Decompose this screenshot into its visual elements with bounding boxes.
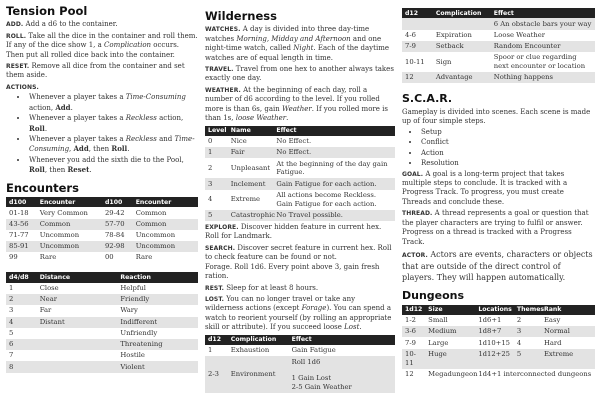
text: A goal is a long-term project that takes multiple steps to conclude. It is tracked with a Progress Track. To progress, you must create Threads and conclude these.: [402, 169, 568, 206]
table-cell: Easy: [543, 316, 561, 325]
text: Whenever a player takes a: [29, 93, 126, 102]
table-cell: [37, 361, 118, 372]
table-header-row: [205, 126, 395, 136]
table-cell: 01-18: [9, 208, 29, 217]
table-header-row: [402, 8, 595, 18]
text: At the beginning of each day, roll a number of d6 according to the level. If you rolled more is than 6s, gain: [205, 85, 380, 113]
table-cell: Sign: [435, 57, 452, 66]
table-row: [6, 283, 198, 294]
table-cell: Advantage: [433, 72, 491, 83]
table-cell: 1: [208, 346, 213, 355]
text: .: [70, 103, 73, 112]
table-cell: 4: [6, 317, 37, 328]
text: GOAL.: [402, 170, 424, 178]
text: Add: [73, 144, 89, 154]
column-header: Encounter: [37, 197, 102, 207]
table-cell: Megadungeon: [428, 369, 478, 378]
table-cell: 5: [514, 349, 541, 369]
table-row: [402, 349, 595, 369]
text: Reckless: [125, 135, 157, 144]
table-cell: Small: [428, 316, 448, 325]
table-cell: 99: [9, 253, 18, 262]
table-cell: 7: [9, 351, 14, 360]
text: REST.: [205, 284, 225, 292]
text: Discover hidden feature in current hex. Roll for Landmark.: [205, 222, 382, 241]
table-cell: 7-9: [405, 338, 416, 347]
text: ACTIONS.: [6, 83, 39, 91]
text: ADD.: [6, 21, 24, 29]
table-cell: Common: [37, 219, 102, 230]
table-cell: Uncommon: [133, 241, 198, 252]
table-row: [6, 207, 198, 218]
table-cell: Uncommon: [37, 241, 102, 252]
table-cell: Spoor or clue regarding next encounter or location: [493, 53, 586, 71]
table-row: [6, 252, 198, 263]
table-row: [402, 18, 595, 29]
table-cell: 12: [405, 369, 414, 378]
text: . Each of the daytime watches are of equal length in time.: [205, 44, 389, 62]
text: .: [127, 145, 130, 154]
rest-rule: [205, 284, 395, 293]
text: action,: [156, 114, 184, 123]
table-cell: 29-42: [104, 208, 125, 217]
text: Gain Fatigue: [291, 346, 336, 355]
table-cell: 2: [208, 164, 213, 173]
column-header: Locations: [475, 305, 514, 315]
table-cell: 1d12+25: [475, 349, 514, 369]
text: Discover secret feature in current hex. Roll to check feature can be found or not.: [205, 243, 392, 262]
table-cell: 1d10+15: [478, 338, 510, 347]
text: Weather: [281, 104, 312, 113]
table-cell: 00: [104, 253, 114, 262]
table-cell: 12: [402, 72, 433, 83]
table-row: [402, 41, 595, 52]
table-row: [6, 361, 198, 372]
table-row: [6, 294, 198, 305]
actions-label: [6, 83, 198, 92]
table-cell: Uncommon: [135, 231, 176, 240]
list-item: [28, 114, 198, 134]
table-cell: At the beginning of the day gain Fatigue.: [276, 159, 388, 177]
table-cell: 57-70: [102, 219, 133, 230]
table-cell: 0: [208, 137, 213, 146]
column-header: Encounter: [133, 197, 198, 207]
table-cell: Nothing happens: [491, 72, 595, 83]
table-cell: Exhaustion: [230, 346, 270, 355]
table-cell: [37, 328, 118, 339]
table-cell: Extreme: [230, 195, 261, 204]
table-cell: 4-6: [405, 30, 416, 39]
table-cell: Uncommon: [39, 231, 80, 240]
table-cell: [37, 339, 118, 350]
distance-reaction-table: [6, 272, 198, 372]
table-cell: Close: [39, 284, 59, 293]
table-row: [402, 72, 595, 83]
table-row: [6, 219, 198, 230]
scar-intro: Gameplay is divided into scenes. Each scene is made up of four simple steps.: [402, 107, 591, 126]
column-header: Name: [228, 126, 274, 136]
dungeons-title: Dungeons: [402, 288, 465, 302]
text: occurs. Then put all rolled dice back into the container.: [6, 41, 180, 59]
text: .: [89, 166, 92, 175]
table-row: [402, 315, 595, 326]
table-cell: No Effect.: [273, 147, 395, 158]
list-item: • Conflict: [420, 138, 595, 147]
forage-rule: Forage. Roll 1d6. Every point above 3, gain fresh ration.: [205, 262, 380, 281]
goal-rule: [402, 170, 595, 208]
text: Sleep for at least 8 hours.: [226, 283, 319, 292]
table-cell: Hostile: [120, 351, 145, 360]
table-cell: [402, 18, 433, 29]
add-rule: [6, 20, 198, 29]
text: 2-5 Gain Weather: [291, 383, 352, 392]
actor-rule: [402, 249, 595, 284]
table-row: [402, 52, 595, 72]
text: SEARCH.: [205, 244, 236, 252]
table-row: [402, 326, 595, 337]
table-cell: Unpleasant: [230, 164, 271, 173]
table-cell: Huge: [425, 349, 475, 369]
table-row: [6, 328, 198, 339]
text: Add a d6 to the container.: [25, 20, 118, 29]
column-header: Effect: [491, 8, 595, 18]
table-cell: Indifferent: [117, 317, 198, 328]
encounter-table: [6, 197, 198, 263]
table-cell: 43-56: [6, 219, 37, 230]
table-cell: 2: [6, 294, 37, 305]
table-cell: Rare: [135, 253, 153, 262]
table-cell: Hard: [543, 338, 562, 347]
text: action,: [29, 103, 56, 112]
table-cell: 78-84: [104, 231, 125, 240]
table-cell: Common: [133, 219, 198, 230]
text: A thread represents a goal or question that the player characters are trying to fulfil or answer. Progress on a thread is tracked with a Progress Track.: [402, 209, 589, 246]
table-cell: Inclement: [228, 178, 274, 189]
table-cell: Environment: [228, 356, 289, 393]
thread-rule: [402, 209, 595, 247]
text: Lost: [344, 323, 360, 332]
text: TRAVEL.: [205, 65, 234, 73]
table-cell: Near: [37, 294, 118, 305]
text: ). You can spend a watch to reorient yourself (by rolling an appropriate skill or attribute). If you succeed loose: [205, 304, 392, 332]
encounters-title: Encounters: [6, 180, 79, 195]
text: Time-Consuming: [125, 93, 186, 102]
text: 1 Gain Lost: [291, 374, 332, 383]
text: Time-Consuming: [29, 135, 195, 154]
column-header: d12: [205, 335, 228, 345]
text: .: [286, 114, 289, 123]
table-cell: 1d8+7: [475, 326, 514, 337]
wilderness-title: Wilderness: [205, 9, 277, 23]
weather-level-table: [205, 126, 395, 221]
text: Remove all dice from the container and set them aside.: [6, 61, 185, 80]
column-header: Reaction: [117, 272, 198, 282]
table-cell: Threatening: [117, 339, 198, 350]
table-cell: [37, 350, 118, 361]
table-header-row: [402, 305, 595, 315]
text: Roll 1d6: [291, 357, 321, 366]
table-cell: Gain Fatigue for each action.: [273, 178, 395, 189]
table-cell: 10-11: [402, 349, 425, 369]
table-cell: 3: [205, 178, 228, 189]
table-cell: Loose Weather: [493, 30, 546, 39]
column-header: Effect: [289, 335, 395, 345]
column-header: Complication: [433, 8, 491, 18]
table-cell: 3: [514, 326, 541, 337]
table-cell: Common: [135, 208, 167, 217]
list-item: • Action: [420, 149, 595, 158]
column-header: d12: [402, 8, 433, 18]
list-item: [28, 93, 198, 113]
column-header: d4/d8: [6, 272, 37, 282]
table-cell: 2: [516, 316, 522, 325]
text: Add: [55, 102, 71, 112]
table-cell: Rare: [39, 253, 57, 262]
column-header: d100: [6, 197, 37, 207]
column-right: [402, 0, 595, 380]
weather-rule: [205, 86, 395, 124]
table-row: [6, 350, 198, 361]
column-middle: [205, 0, 395, 393]
text: Whenever a player takes a: [29, 135, 126, 144]
table-cell: 8: [6, 361, 37, 372]
text: , then: [44, 166, 68, 175]
table-row: [402, 30, 595, 41]
table-cell: 1-2: [405, 316, 416, 325]
text: You can no longer travel or take any wilderness actions (except: [205, 294, 356, 313]
table-row: [6, 241, 198, 252]
actions-list: [28, 93, 198, 176]
text: A day is divided into three day-time watches: [205, 25, 370, 43]
text: WEATHER.: [205, 86, 241, 94]
table-header-row: [205, 335, 395, 345]
table-cell: 4: [208, 195, 213, 204]
scar-title: S.C.A.R.: [402, 92, 453, 106]
table-row: [6, 305, 198, 316]
complication-table-continued: [402, 8, 595, 83]
table-cell: 1d6+1: [478, 316, 502, 325]
text: THREAD.: [402, 210, 433, 218]
scar-steps: [420, 128, 595, 169]
list-item: [28, 135, 198, 155]
table-row: [205, 190, 395, 210]
text: and: [156, 135, 175, 144]
text: Roll: [29, 165, 45, 175]
table-cell: Unfriendly: [120, 328, 158, 337]
text: .: [359, 323, 362, 332]
table-row: [6, 317, 198, 328]
table-header-row: [6, 197, 198, 207]
roll-rule: [6, 32, 198, 60]
text: Whenever you add the sixth die to the Pool,: [29, 155, 184, 164]
text: RESET.: [6, 62, 30, 70]
table-cell: No Travel possible.: [273, 210, 395, 221]
tension-pool-title: Tension Pool: [6, 4, 88, 18]
table-cell: 4: [516, 338, 522, 347]
table-row: [6, 339, 198, 350]
text: Reset: [67, 165, 90, 175]
table-row: [402, 369, 595, 380]
table-cell: 3: [9, 306, 14, 315]
table-cell: Random Encounter: [491, 41, 595, 52]
watches-rule: [205, 25, 395, 63]
text: Forage: [301, 304, 327, 313]
text: Roll: [29, 123, 45, 133]
text: WATCHES.: [205, 26, 241, 34]
list-item: • Setup: [420, 128, 595, 137]
table-header-row: [6, 272, 198, 282]
text: ACTOR.: [402, 252, 428, 260]
text: . If you rolled more is than 1s,: [205, 104, 388, 123]
table-cell: 3-6: [402, 326, 425, 337]
table-cell: Setback: [433, 41, 491, 52]
table-cell: 5: [205, 210, 228, 221]
table-row: [205, 345, 395, 356]
table-cell: Medium: [425, 326, 475, 337]
table-row: [205, 158, 395, 178]
search-rule: [205, 244, 395, 263]
table-cell: 71-77: [9, 231, 29, 240]
column-header: Distance: [37, 272, 118, 282]
column-left: [6, 0, 198, 373]
column-header: Level: [205, 126, 228, 136]
text: ,: [69, 145, 74, 154]
table-cell: Helpful: [120, 284, 146, 293]
column-header: Rank: [541, 305, 595, 315]
column-header: Complication: [228, 335, 289, 345]
table-row: [205, 147, 395, 158]
table-cell: Large: [428, 338, 449, 347]
column-header: Effect: [273, 126, 395, 136]
table-cell: Extreme: [541, 349, 595, 369]
table-cell: 1: [205, 147, 228, 158]
table-cell: Expiration: [435, 30, 472, 39]
table-cell: No Effect.: [276, 137, 312, 146]
table-cell: [433, 18, 491, 29]
dungeon-size-table: [402, 305, 595, 380]
table-cell: 1: [9, 284, 14, 293]
reset-rule: [6, 62, 198, 81]
text: loose Weather: [235, 114, 287, 123]
text: EXPLORE.: [205, 223, 239, 231]
list-item: • Resolution: [420, 159, 595, 168]
text: Complication: [104, 41, 152, 50]
table-cell: Violent: [117, 361, 198, 372]
column-header: Themes: [514, 305, 541, 315]
table-cell: 10-11: [405, 57, 425, 66]
lost-rule: [205, 295, 395, 333]
column-header: 1d12: [402, 305, 425, 315]
table-cell: Catastrophic: [228, 210, 274, 221]
table-row: [205, 178, 395, 189]
table-cell: Very Common: [39, 208, 88, 217]
table-cell: Distant: [37, 317, 118, 328]
table-cell: Far: [39, 306, 52, 315]
table-cell: 6: [6, 339, 37, 350]
table-cell: 7-9: [402, 41, 433, 52]
table-row: [205, 210, 395, 221]
text: Roll: [111, 144, 128, 154]
text: Take all the dice in the container and roll them. If any of the dice show 1, a: [6, 31, 198, 50]
table-row: [205, 136, 395, 147]
text: Travel from one hex to another always takes exactly one day.: [205, 64, 394, 83]
table-cell: 92-98: [102, 241, 133, 252]
table-cell: Nice: [230, 137, 247, 146]
text: ROLL.: [6, 32, 27, 40]
explore-rule: [205, 223, 395, 242]
text: .: [44, 124, 48, 133]
table-cell: Friendly: [117, 294, 198, 305]
table-cell: 2-3: [205, 356, 228, 393]
table-row: [402, 337, 595, 348]
text: Morning, Midday and Afternoon: [236, 34, 351, 43]
text: Reckless: [125, 114, 157, 123]
table-row: [205, 356, 395, 393]
text: Night: [293, 44, 314, 53]
table-cell: 5: [9, 328, 14, 337]
travel-rule: [205, 65, 395, 84]
table-cell: Normal: [541, 326, 595, 337]
table-row: [6, 230, 198, 241]
table-cell: 6 An obstacle bars your way: [491, 18, 595, 29]
list-item: [28, 156, 198, 176]
text: and one night-time watch, called: [205, 34, 382, 53]
text: Actors are events, characters or objects that are outside of the direct control of players. They will happen automatically.: [402, 250, 593, 283]
table-cell: 1d4+1 interconnected dungeons: [478, 369, 592, 378]
column-header: Size: [425, 305, 475, 315]
table-cell: All actions become Reckless. Gain Fatigue for each action.: [276, 190, 377, 208]
text: LOST.: [205, 295, 224, 303]
table-cell: 85-91: [6, 241, 37, 252]
table-cell: Wary: [120, 306, 138, 315]
complication-table: [205, 335, 395, 394]
text: , then: [88, 145, 112, 154]
text: Whenever a player takes a: [29, 114, 126, 123]
table-cell: Fair: [228, 147, 274, 158]
column-header: d100: [102, 197, 133, 207]
